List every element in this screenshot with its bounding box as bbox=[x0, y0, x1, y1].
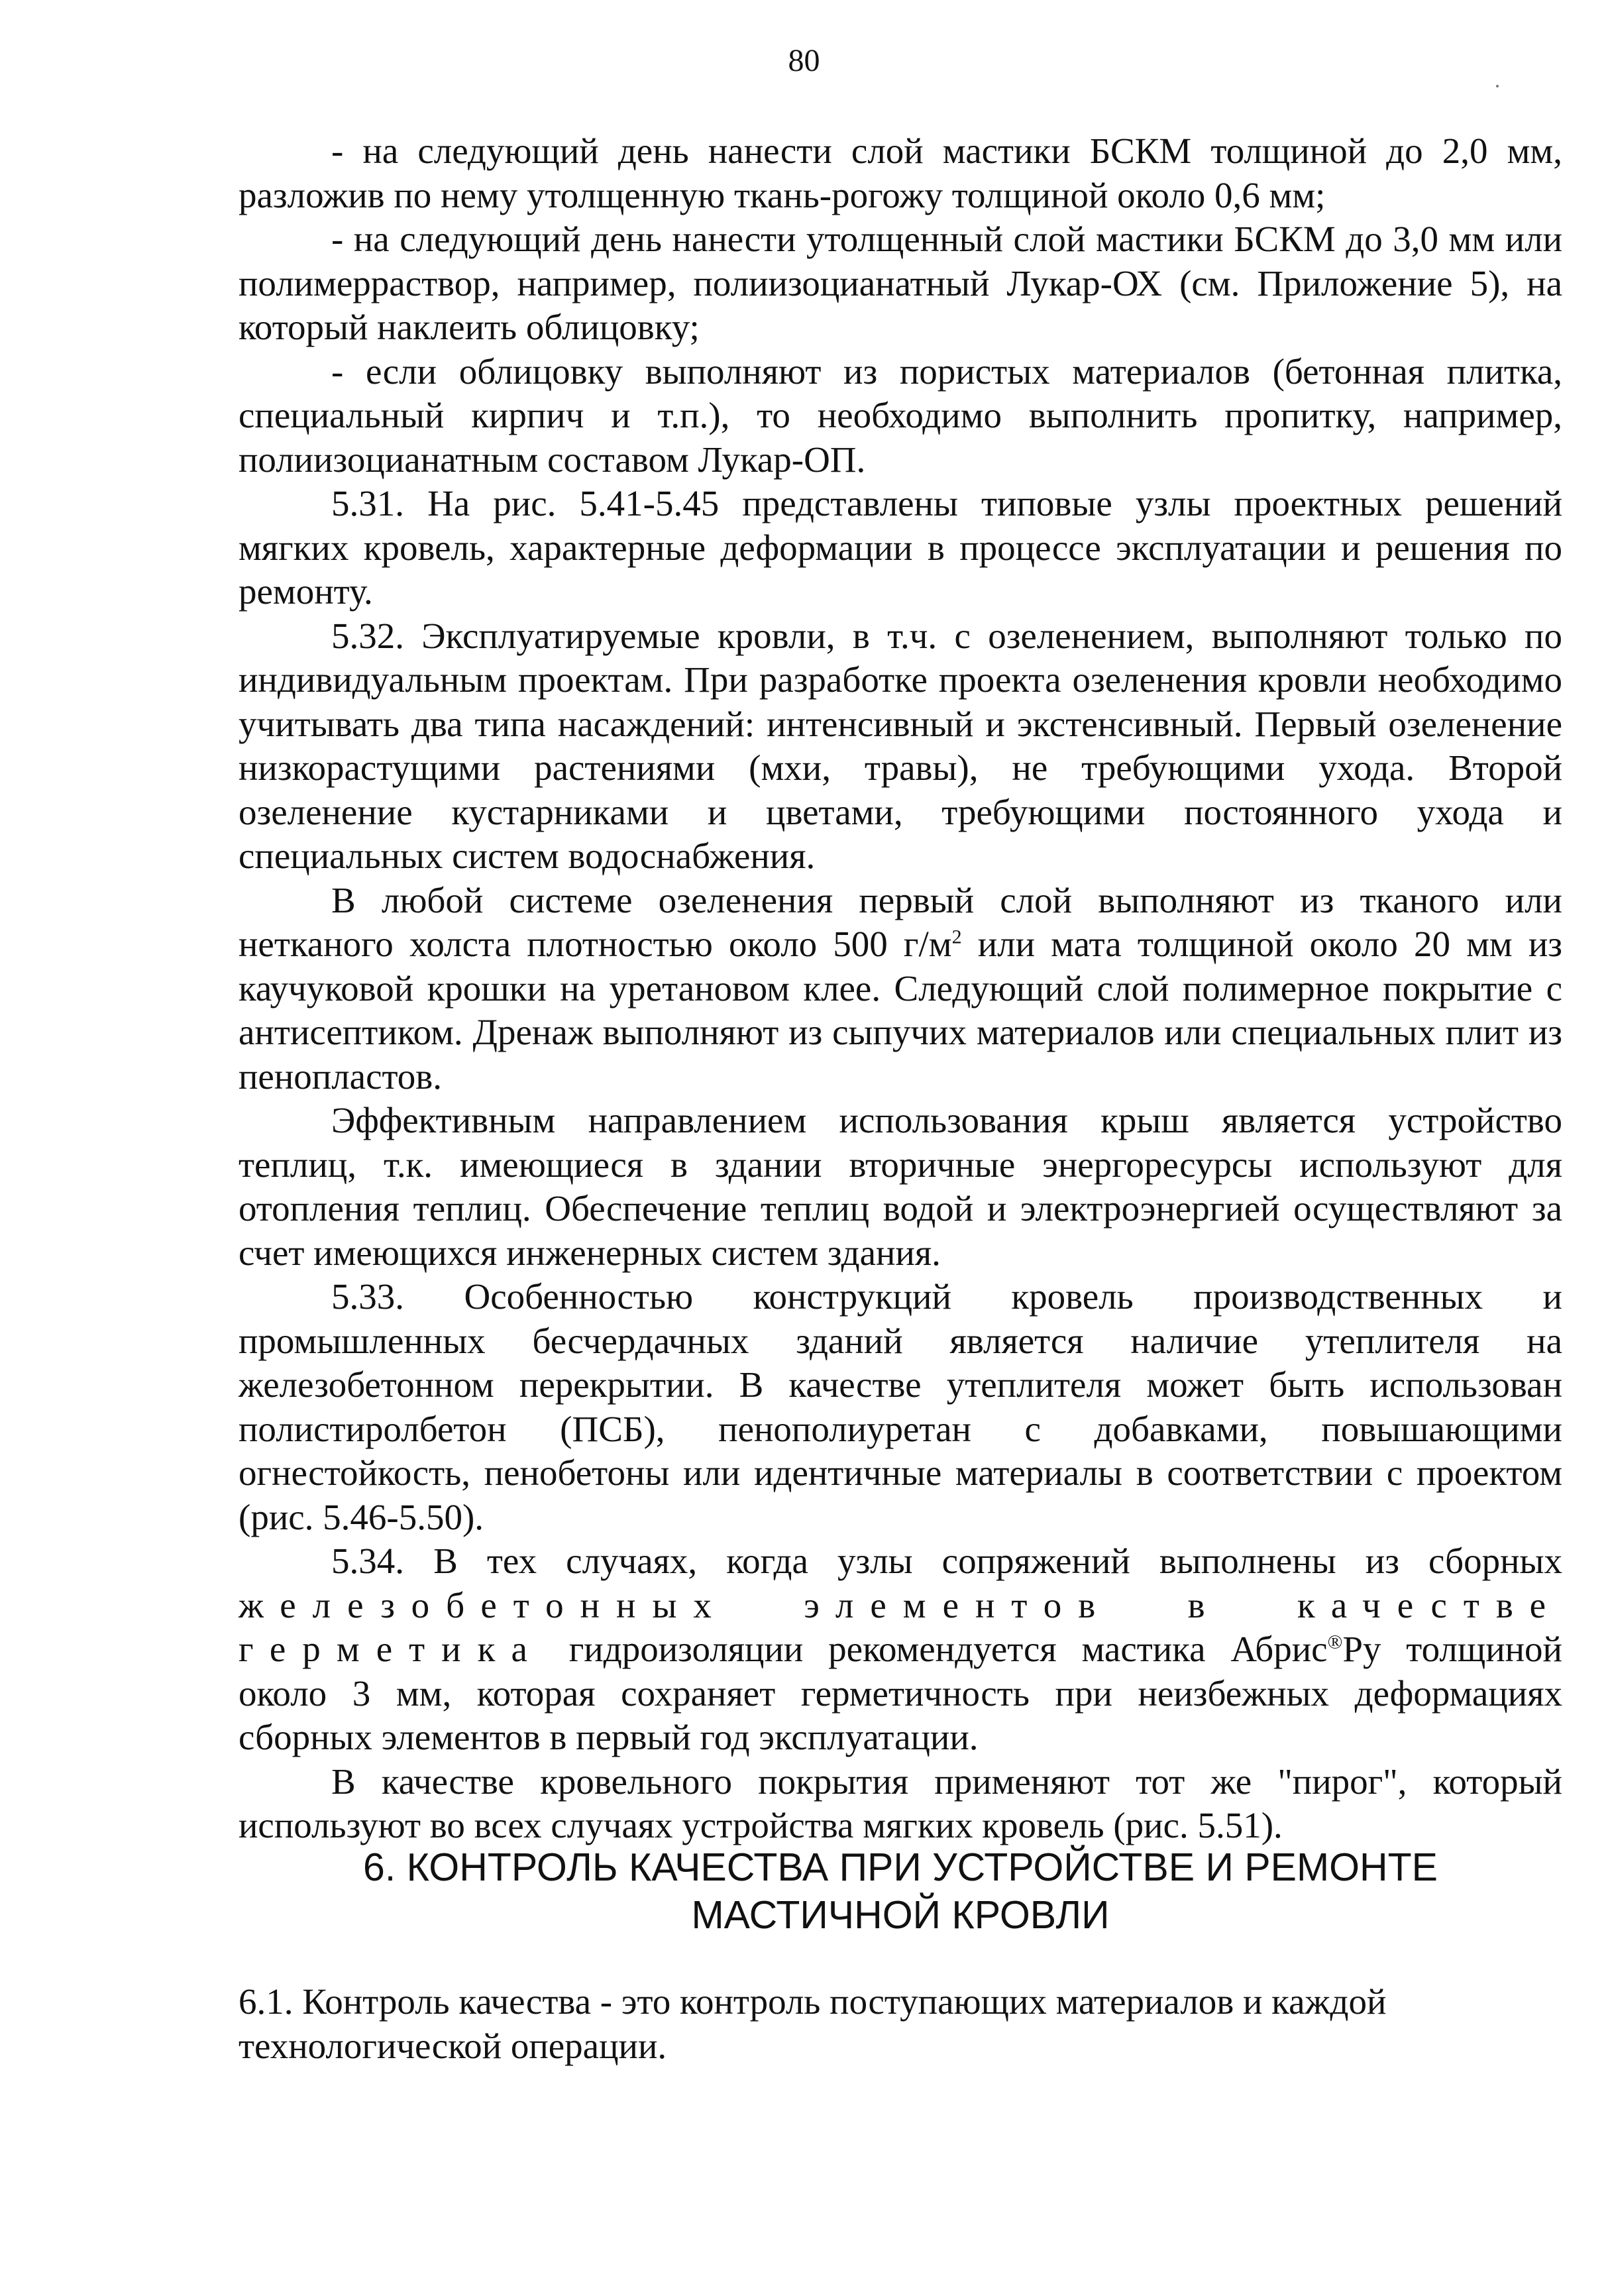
paragraph-dash-2: - на следующий день нанести утолщенный слой мастики БСКМ до 3,0 мм или полимерраствор, например, полиизоцианатный Лукар-ОХ (см. Приложение 5), на который наклеить облицовку; bbox=[239, 219, 1562, 347]
paragraph-5-34 bbox=[239, 1539, 1562, 1760]
paragraph-greening-layers bbox=[239, 879, 1562, 1099]
paragraph-greening-text-a: В любой системе озеленения первый слой выполняют из тканого или нетканого холста плотностью около 500 г/м bbox=[239, 879, 1562, 964]
page-number: 80 bbox=[788, 43, 820, 78]
paragraph-5-34-text-a: 5.34. В тех случаях, когда узлы сопряжений выполнены из сборных bbox=[331, 1541, 1562, 1581]
paragraph-6-1-line-2: технологической операции. bbox=[239, 2025, 667, 2066]
paragraph-5-33: 5.33. Особенностью конструкций кровель производственных и промышленных бесчердачных зданий является наличие утеплителя на железобетонном перекрытии. В качестве утеплителя может быть использован полистиролбетон (ПСБ), пенополиуретан с добавками, повышающими огнестойкость, пенобетоны или идентичные материалы в соответствии с проектом (рис. 5.46-5.50). bbox=[239, 1276, 1562, 1537]
paragraph-5-31: 5.31. На рис. 5.41-5.45 представлены типовые узлы проектных решений мягких кровель, характерные деформации в процессе эксплуатации и решения по ремонту. bbox=[239, 483, 1562, 612]
paragraph-5-34-text-c: Ру толщиной около 3 мм, которая сохраняет герметичность при неизбежных деформациях сборных элементов в первый год эксплуатации. bbox=[239, 1629, 1562, 1757]
paragraph-greening-text-b: или мата толщиной около 20 мм из каучуковой крошки на уретановом клее. Следующий слой полимерное покрытие с антисептиком. Дренаж выполняют из сыпучих материалов или специальных плит из пенопластов. bbox=[239, 924, 1563, 1097]
superscript-two: 2 bbox=[951, 926, 962, 948]
registered-mark: ® bbox=[1327, 1631, 1343, 1653]
body-text bbox=[239, 129, 1562, 1848]
paragraph-5-34-spaced-text: железобетонных элементов в качестве герметика bbox=[239, 1584, 1562, 1669]
section-heading-line-2: МАСТИЧНОЙ КРОВЛИ bbox=[691, 1893, 1110, 1937]
paragraph-dash-3: - если облицовку выполняют из пористых материалов (бетонная плитка, специальный кирпич и т.п.), то необходимо выполнить пропитку, например, полиизоцианатным составом Лукар-ОП. bbox=[239, 351, 1562, 480]
paragraph-6-1-line-1: 6.1. Контроль качества - это контроль поступающих материалов и каждой bbox=[239, 1981, 1387, 2022]
paragraph-greenhouses: Эффективным направлением использования крыш является устройство теплиц, т.к. имеющиеся в здании вторичные энергоресурсы используют для отопления теплиц. Обеспечение теплиц водой и электроэнергией осуществляют за счет имеющихся инженерных систем здания. bbox=[239, 1100, 1562, 1273]
paragraph-5-32: 5.32. Эксплуатируемые кровли, в т.ч. с озеленением, выполняют только по индивидуальным проектам. При разработке проекта озеленения кровли необходимо учитывать два типа насаждений: интенсивный и экстенсивный. Первый озеленение низкорастущими растениями (мхи, травы), не требующими ухода. Второй озеленение кустарниками и цветами, требующими постоянного ухода и специальных систем водоснабжения. bbox=[239, 615, 1562, 876]
paragraph-5-34-text-b: гидроизоляции рекомендуется мастика Абрис bbox=[543, 1629, 1328, 1669]
section-heading bbox=[239, 1843, 1562, 1939]
scan-speck bbox=[1496, 85, 1499, 87]
paragraph-dash-1: - на следующий день нанести слой мастики БСКМ толщиной до 2,0 мм, разложив по нему утолщенную ткань-рогожу толщиной около 0,6 мм; bbox=[239, 131, 1562, 215]
section-heading-line-1: 6. КОНТРОЛЬ КАЧЕСТВА ПРИ УСТРОЙСТВЕ И РЕМОНТЕ bbox=[363, 1845, 1438, 1889]
paragraph-roof-pie: В качестве кровельного покрытия применяют тот же "пирог", который используют во всех случаях устройства мягких кровель (рис. 5.51). bbox=[239, 1761, 1562, 1845]
paragraph-6-1 bbox=[239, 1980, 1497, 2068]
